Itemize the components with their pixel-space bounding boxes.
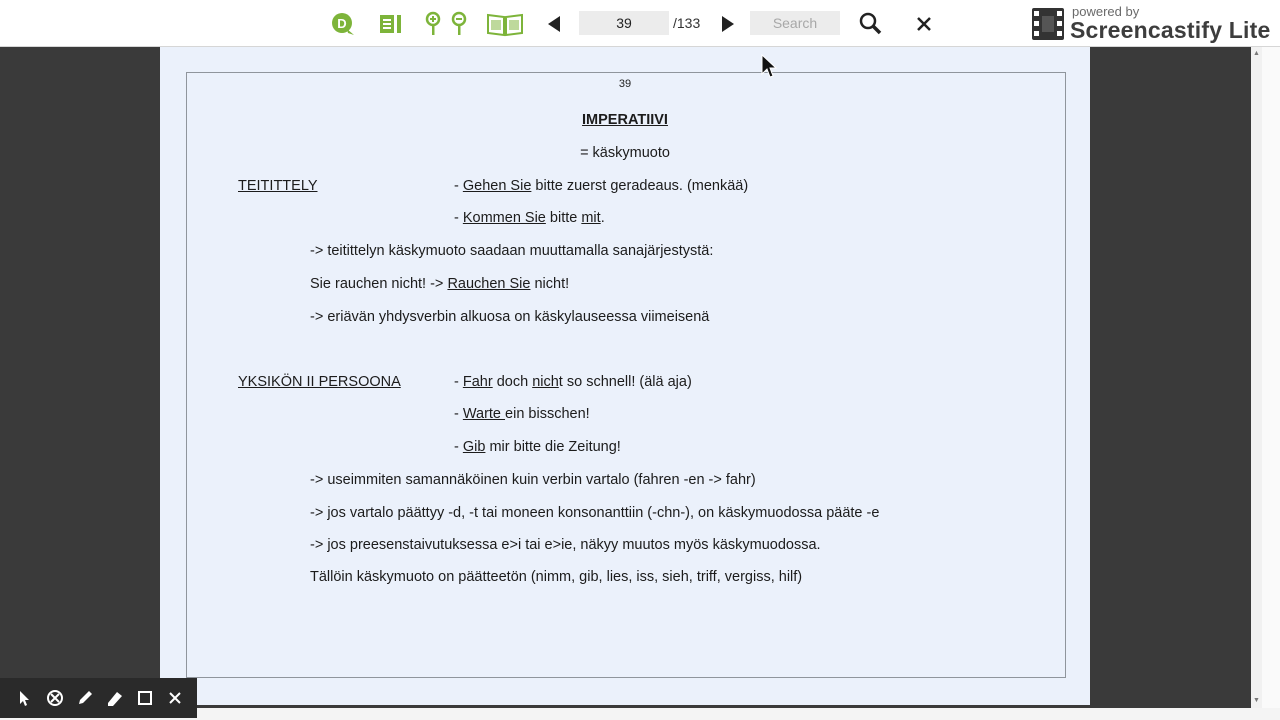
note-line: Tällöin käskymuoto on päätteetön (nimm, gib, lies, iss, sieh, triff, vergiss, hilf) [310,569,803,585]
example-line: - Warte ein bisschen! [454,406,590,422]
note-line: -> teitittelyn käskymuoto saadaan muuttamalla sanajärjestystä: [310,243,714,259]
note-line: -> useimmiten samannäköinen kuin verbin vartalo (fahren -en -> fahr) [310,472,756,488]
svg-text:D: D [337,16,347,31]
example-line: - Gib mir bitte die Zeitung! [454,439,621,455]
page-title: IMPERATIIVI [582,112,668,128]
note-line: -> eriävän yhdysverbin alkuosa on käskylauseessa viimeisenä [310,309,710,325]
document-viewer[interactable] [0,47,1251,708]
mouse-cursor-icon [760,54,778,80]
close-icon[interactable] [914,11,934,37]
example-line: - Fahr doch nicht so schnell! (älä aja) [454,374,692,390]
example-line: - Gehen Sie bitte zuerst geradeaus. (menkää) [454,178,749,194]
section-heading: YKSIKÖN II PERSOONA [238,374,401,390]
zoom-in-out-icon[interactable] [422,11,470,37]
viewer-toolbar [0,0,1280,47]
d-badge-icon[interactable] [330,11,356,37]
pointer-tool-icon[interactable] [14,688,34,708]
page-number-input[interactable] [579,11,669,35]
watermark-brand-name: Screencastify Lite [1070,17,1271,43]
scroll-down-icon[interactable]: ▼ [1253,697,1260,704]
scroll-up-icon[interactable]: ▲ [1253,50,1260,57]
search-input[interactable] [750,11,840,35]
window-edge [1262,47,1280,708]
list-icon[interactable] [378,11,404,37]
eraser-tool-icon[interactable] [45,688,65,708]
close-tools-icon[interactable] [165,688,185,708]
note-line: Sie rauchen nicht! -> Rauchen Sie nicht! [310,276,570,292]
drawing-toolbar [0,678,197,718]
highlighter-tool-icon[interactable] [105,688,125,708]
page-subtitle: = käskymuoto [580,145,670,161]
screencastify-watermark [1030,3,1278,45]
page-number-label: 39 [618,78,632,90]
section-heading: TEITITTELY [238,178,318,194]
vertical-scrollbar[interactable] [1251,47,1262,708]
watermark-powered-by: powered by [1072,4,1140,19]
search-icon[interactable] [858,11,882,37]
book-icon[interactable] [486,11,524,37]
prev-page-icon[interactable] [544,11,564,37]
rectangle-tool-icon[interactable] [135,688,155,708]
document-page [160,47,1090,705]
note-line: -> jos vartalo päättyy -d, -t tai moneen konsonanttiin (-chn-), on käskymuodossa pääte -e [310,505,880,521]
page-total-label: /133 [673,15,701,31]
note-line: -> jos preesenstaivutuksessa e>i tai e>ie, näkyy muutos myös käskymuodossa. [310,537,821,553]
example-line: - Kommen Sie bitte mit. [454,210,605,226]
film-strip-icon [1032,8,1064,40]
pen-tool-icon[interactable] [75,688,95,708]
next-page-icon[interactable] [718,11,738,37]
